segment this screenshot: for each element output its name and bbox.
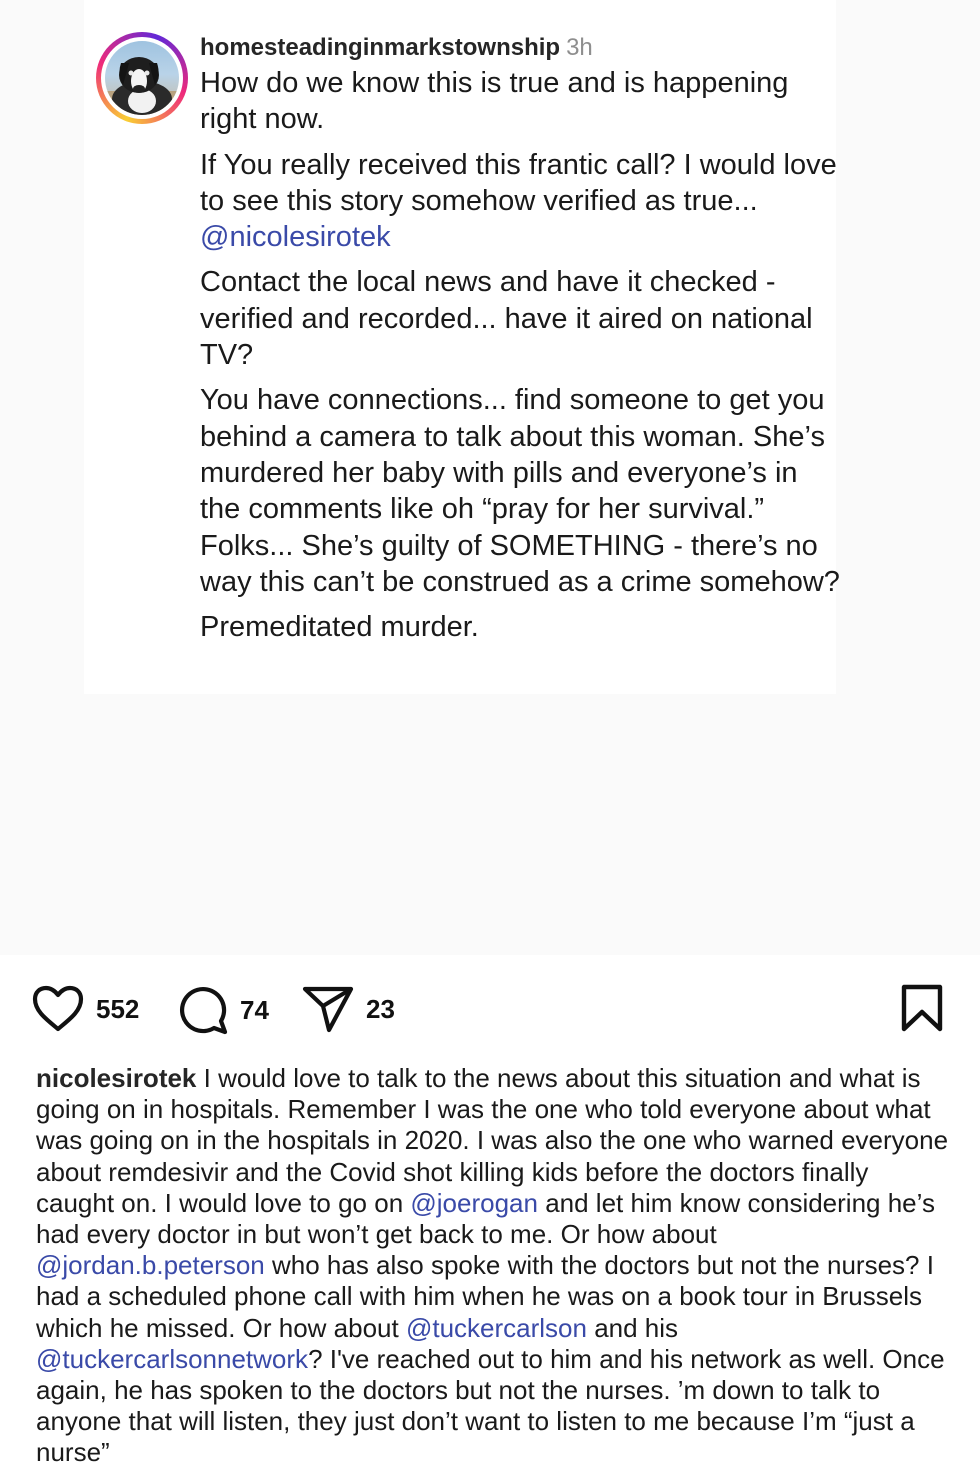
mention-link[interactable]: @jordan.b.peterson [36,1250,265,1281]
comment-body [200,31,840,654]
comment-username[interactable]: homesteadinginmarkstownship [200,34,561,61]
mention-link[interactable]: @nicolesirotek [200,221,391,254]
caption-username[interactable]: nicolesirotek [36,1063,197,1093]
like-count: 552 [96,993,140,1024]
comment-paragraph-3: Contact the local news and have it checked - verified and recorded... have it aired on national TV? [200,266,813,372]
story-ring[interactable] [96,32,188,124]
comment-timestamp: 3h [566,34,593,61]
mention-link[interactable]: @joerogan [410,1187,538,1218]
share-button[interactable] [302,985,395,1033]
post-caption: nicolesirotek I would love to talk to the news about this situation and what is going on in hospitals. Remember I was the one who told everyone about what was going on in the hospitals in 2020. I was also the one who warned everyone about remdesivir and the Covid shot killing kids before the doctors finally caught on. I would love to go on @joerogan and let him know considering he’s had every doctor in but won’t get back to me. Or how about @jordan.b.peterson who has also spoke with the doctors but not the nurses? I had a scheduled phone call with him when he was on a book tour in Brussels which he missed. Or how about @tuckercarlson and his @tuckercarlsonnetwork? I've reached out to him and his network as well. Once again, he has spoken to the doctors but not the nurses. ’m down to talk to anyone that will listen, they just don’t want to listen to me because I’m “just a nurse” [36,1063,949,1468]
action-bar [0,975,980,1045]
mention-link[interactable]: @tuckercarlson [405,1312,587,1343]
share-count: 23 [366,993,395,1024]
comment-paragraph-5: Premeditated murder. [200,611,479,644]
send-icon [302,985,354,1033]
comment-paragraph-1: How do we know this is true and is happening right now. [200,67,789,136]
comment-paragraph-4: You have connections... find someone to get you behind a camera to talk about this woman. She’s murdered her baby with pills and everyone’s in the comments like oh “pray for her survival.” Folks... She’s guilty of SOMETHING - there’s no way this can’t be construed as a crime somehow? [200,384,840,598]
comment-button[interactable] [178,985,269,1035]
comment-count: 74 [240,994,269,1025]
dog-avatar-icon [105,41,179,115]
save-button[interactable] [900,984,944,1032]
comment-bubble-icon [178,985,228,1035]
comment-header [200,31,840,65]
avatar [105,41,179,115]
mention-link[interactable]: @tuckercarlsonnetwork [36,1343,309,1374]
comment-paragraph-2: If You really received this frantic call? I would love to see this story somehow verified as true... @nicolesirotek [200,148,837,254]
bookmark-icon [900,984,944,1032]
heart-icon [32,985,84,1033]
like-button[interactable] [32,985,139,1033]
